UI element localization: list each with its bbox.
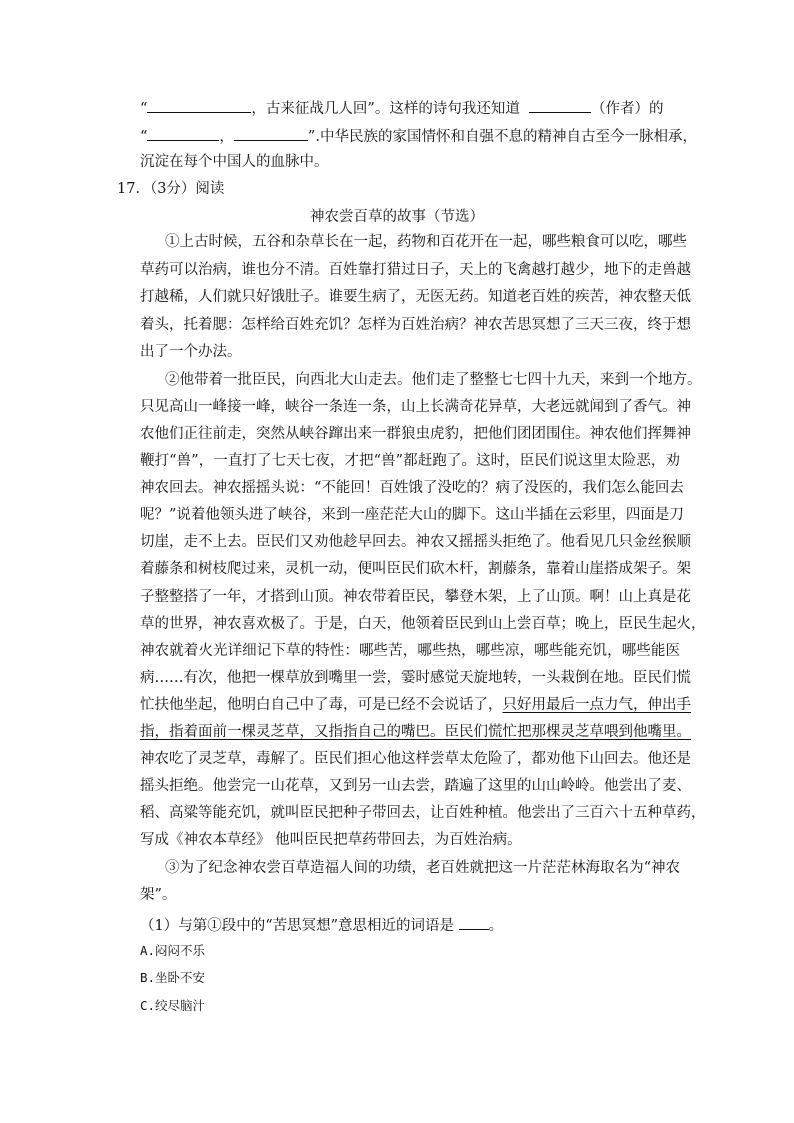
sub-question-stem: （1）与第①段中的“苦思冥想”意思相近的词语是 (140, 918, 455, 934)
fill-text: ”.中华民族的家国情怀和自强不息的精神自古至今一脉相承， (307, 129, 697, 145)
fill-text: （作者）的 (591, 101, 664, 117)
passage-line: 架”。 (140, 887, 177, 903)
passage-line: ①上古时候，五谷和杂草长在一起，药物和百花开在一起，哪些粮食可以吃，哪些 (165, 234, 687, 250)
question-17-header: 17．（3分）阅读 (117, 181, 225, 197)
open-quote: “ (140, 129, 148, 145)
passage-line: 呢？”说着他领头进了峡谷，来到一座茫茫大山的脚下。这山半插在云彩里，四面是刀 (140, 507, 684, 523)
passage-line (140, 695, 691, 715)
passage-line: 稻、高粱等能充饥，就叫臣民把种子带回去，让百姓种植。他尝出了三百六十五种草药， (140, 805, 706, 821)
passage-line: 草药可以治病，谁也分不清。百姓靠打猎过日子，天上的飞禽越打越少，地下的走兽越 (140, 262, 691, 278)
passage-line: 切崖，走不上去。臣民们又劝他趁早回去。神农又摇摇头拒绝了。他看见几只金丝猴顺 (140, 534, 691, 550)
open-quote: “ (140, 101, 148, 117)
passage-title: 神农尝百草的故事（节选） (310, 209, 484, 225)
option-c[interactable]: C.绞尽脑汁 (140, 998, 206, 1013)
passage-line: 着藤条和树枝爬过来，灵机一动，便叫臣民们砍木杆，割藤条，靠着山崖搭成架子。架 (140, 561, 691, 577)
answer-blank-author[interactable] (529, 96, 591, 113)
answer-blank-1[interactable] (147, 96, 251, 113)
passage-line: 神农就着火光详细记下草的特性：哪些苦，哪些热，哪些凉，哪些能充饥，哪些能医 (140, 643, 680, 659)
poem-fill-line-3: 沉淀在每个中国人的血脉中。 (140, 154, 329, 170)
passage-line: 农他们正往前走，突然从峡谷蹿出来一群狼虫虎豹，把他们团团围住。神农他们挥舞神 (140, 426, 691, 442)
answer-blank-2[interactable] (147, 124, 219, 141)
fill-text: ，古来征战几人回”。这样的诗句我还知道 (251, 101, 520, 117)
passage-text: 忙扶他坐起，他明白自己中了毒，可是已经不会说话了， (140, 697, 503, 713)
passage-line: 摇头拒绝。他尝完一山花草，又到另一山去尝，踏遍了这里的山山岭岭。他尝出了麦、 (140, 778, 691, 794)
passage-line: 着头，托着腮：怎样给百姓充饥？怎样为百姓治病？神农苦思冥想了三天三夜，终于想 (140, 317, 691, 333)
poem-fill-line-2 (140, 124, 697, 147)
answer-blank-sub1[interactable] (459, 913, 489, 930)
passage-line: 出了一个办法。 (140, 344, 242, 360)
passage-line: 只见高山一峰接一峰，峡谷一条连一条，山上长满奇花异草，大老远就闻到了香气。神 (140, 399, 691, 415)
underlined-sentence: 指，指着面前一棵灵芝草，又指指自己的嘴巴。臣民们慌忙把那棵灵芝草喂到他嘴里。 (140, 724, 691, 740)
passage-line: ③为了纪念神农尝百草造福人间的功绩，老百姓就把这一片茫茫林海取名为“神农 (165, 860, 680, 876)
option-b[interactable]: B.坐卧不安 (140, 970, 206, 985)
period: 。 (488, 918, 504, 934)
passage-line: 鞭打“兽”，一直打了七天七夜，才把“兽”都赶跑了。这时，臣民们说这里太险恶，劝 (140, 453, 680, 469)
passage-line: 神农回去。神农摇摇头说：“不能回！百姓饿了没吃的？病了没医的，我们怎么能回去 (140, 480, 684, 496)
sub-question-1 (140, 913, 503, 936)
option-a[interactable]: A.闷闷不乐 (140, 943, 206, 958)
passage-line: 神农吃了灵芝草，毒解了。臣民们担心他这样尝草太危险了，都劝他下山回去。他还是 (140, 751, 691, 767)
passage-line: 草的世界，神农喜欢极了。于是，白天，他领着臣民到山上尝百草；晚上，臣民生起火， (140, 616, 706, 632)
passage-line: ②他带着一批臣民，向西北大山走去。他们走了整整七七四十九天，来到一个地方。 (165, 372, 702, 388)
answer-blank-3[interactable] (234, 124, 308, 141)
poem-fill-line-1 (140, 96, 680, 119)
passage-line: 打越稀，人们就只好饿肚子。谁要生病了，无医无药。知道老百姓的疾苦，神农整天低 (140, 289, 691, 305)
passage-line: 子整整搭了一年，才搭到山顶。神农带着臣民，攀登木架，上了山顶。啊！山上真是花 (140, 589, 691, 605)
passage-line: 病……有次，他把一棵草放到嘴里一尝，霎时感觉天旋地转，一头栽倒在地。臣民们慌 (140, 670, 691, 686)
passage-line: 写成《神农本草经》 他叫臣民把草药带回去，为百姓治病。 (140, 832, 522, 848)
underlined-sentence: 只好用最后一点力气，伸出手 (502, 697, 691, 713)
comma: ， (219, 129, 234, 145)
